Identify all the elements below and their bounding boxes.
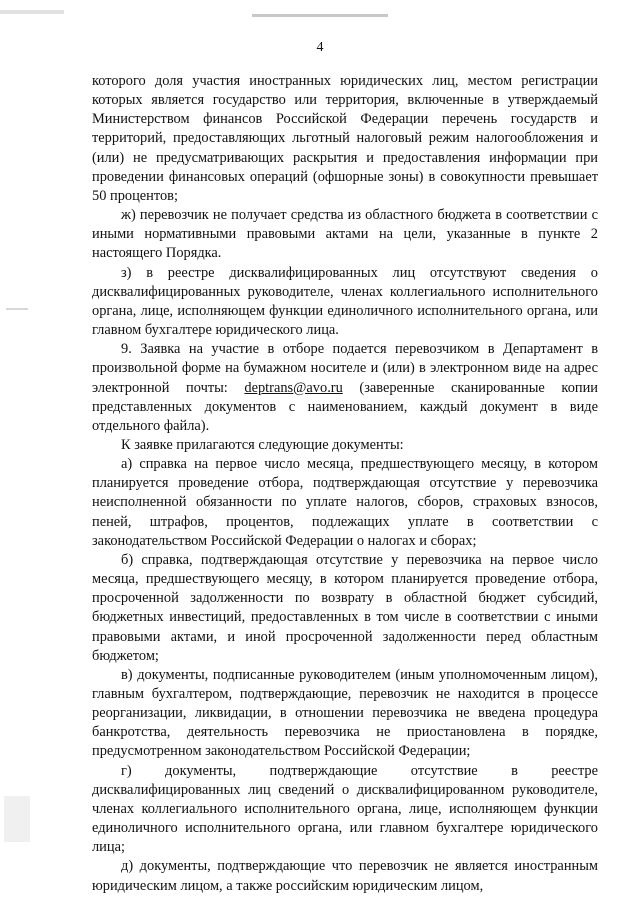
document-item-g: г) документы, подтверждающие отсутствие в реестре дисквалифицированных лиц сведений о дисквалифицированном руководителе, членах коллегиального исполнительного органа, лице, исполняющем функции единоличного исполнительного органа, или главном бухгалтере юридического лица; bbox=[92, 762, 598, 856]
document-body bbox=[92, 72, 598, 896]
paragraph-continuation: которого доля участия иностранных юридических лиц, местом регистрации которых является государство или территория, включенные в утверждаемый Министерством финансов Российской Федерации перечень государств и территорий, предоставляющих льготный налоговый режим налогообложения и (или) не предусматривающих раскрытия и предоставления информации при проведении финансовых операций (офшорные зоны) в совокупности превышает 50 процентов; bbox=[92, 73, 598, 204]
item9-text-before: 9. Заявка на участие в отборе подается перевозчиком в Департамент в произвольной форме на бумажном носителе и (или) в электронном виде на адрес электронной почты: bbox=[92, 341, 598, 396]
document-item-b: б) справка, подтверждающая отсутствие у перевозчика на первое число месяца, предшествующего месяцу, в котором планируется проведение отбора, просроченной задолженности по возврату в областной бюджет субсидий, бюджетных инвестиций, предоставленных в том числе в соответствии с иными правовыми актами, и иной просроченной задолженности перед областным бюджетом; bbox=[92, 551, 598, 664]
paragraph-item-zh: ж) перевозчик не получает средства из областного бюджета в соответствии с иными нормативными правовыми актами на цели, указанные в пункте 2 настоящего Порядка. bbox=[92, 207, 598, 262]
documents-intro: К заявке прилагаются следующие документы: bbox=[121, 436, 404, 453]
paragraph-item-z: з) в реестре дисквалифицированных лиц отсутствуют сведения о дисквалифицированных руководителе, членах коллегиального исполнительного органа, лице, исполняющем функции единоличного исполнительного органа, или главном бухгалтере юридического лица. bbox=[92, 264, 598, 339]
document-item-d: д) документы, подтверждающие что перевозчик не является иностранным юридическим лицом, а также российским юридическим лицом, bbox=[92, 858, 598, 894]
email-link[interactable]: deptrans@avo.ru bbox=[244, 379, 343, 396]
scan-artifact-margin bbox=[6, 308, 28, 310]
scan-artifact-topleft bbox=[0, 10, 64, 14]
document-item-a: а) справка на первое число месяца, предшествующего месяцу, в котором планируется проведение отбора, подтверждающая отсутствие у перевозчика неисполненной обязанности по уплате налогов, сборов, страховых взносов, пеней, штрафов, процентов, подлежащих уплате в соответствии с законодательством Российской Федерации о налогах и сборах; bbox=[92, 456, 598, 549]
document-item-v: в) документы, подписанные руководителем (иным уполномоченным лицом), главным бухгалтером, подтверждающие, перевозчик не находится в процессе реорганизации, ликвидации, в отношении перевозчика не введена процедура банкротства, деятельность перевозчика не приостановлена в порядке, предусмотренном законодательством Российской Федерации; bbox=[92, 666, 598, 760]
item9-text-after: (заверенные сканированные копии представленных документов с наименованием, каждый документ в виде отдельного файла). bbox=[92, 379, 598, 434]
paragraph-item-9 bbox=[92, 340, 598, 436]
page-number: 4 bbox=[316, 40, 324, 55]
scan-artifact-top bbox=[252, 14, 388, 17]
scan-artifact-bottomleft bbox=[4, 796, 30, 842]
